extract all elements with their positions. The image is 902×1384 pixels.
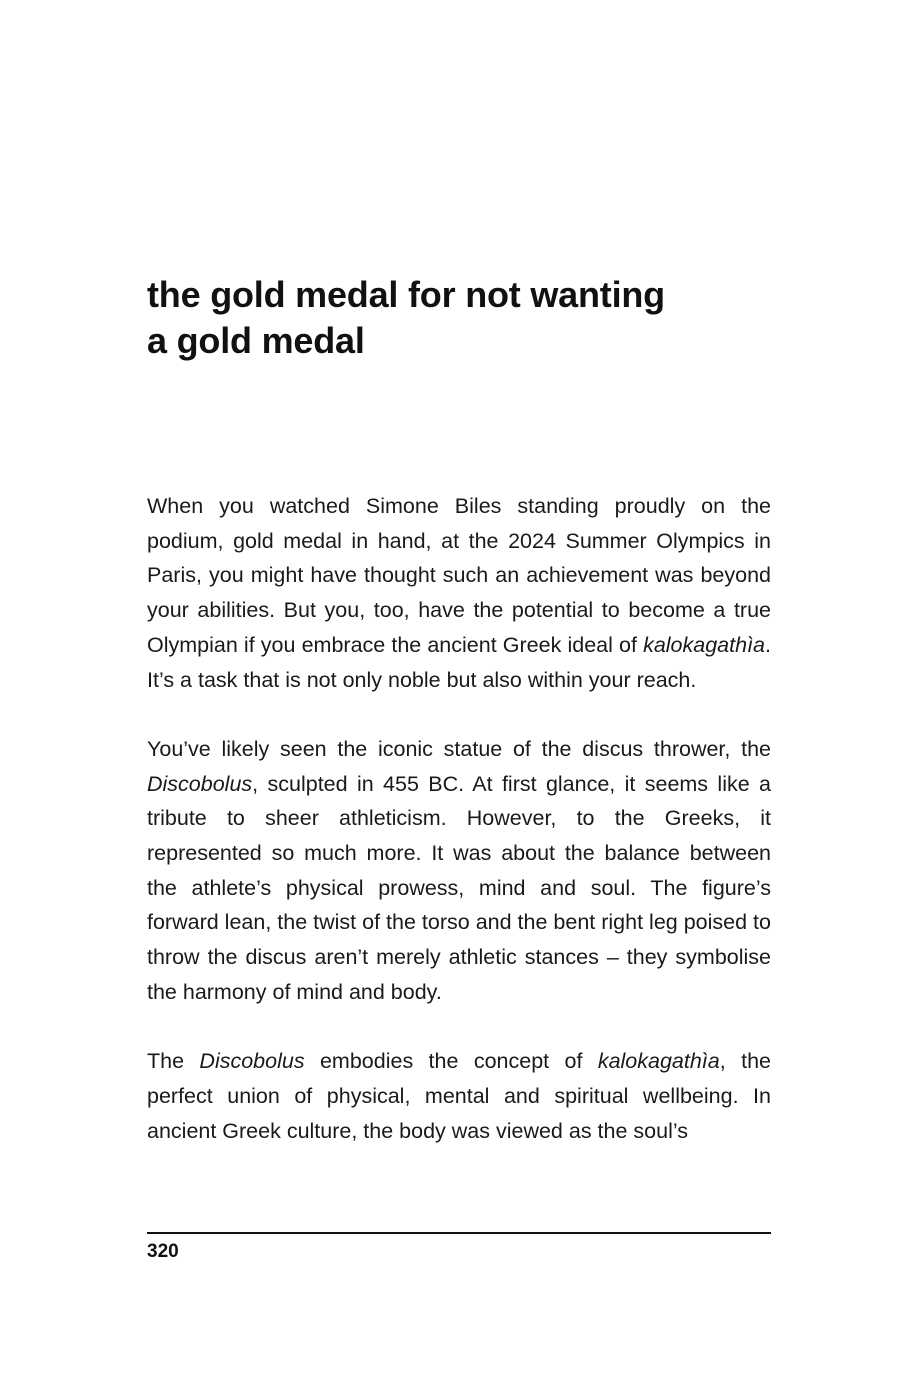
text-run: embodies the concept of: [304, 1049, 598, 1074]
text-run: . It’s a task that is not only noble but also within your reach.: [147, 632, 771, 692]
paragraph-3: [147, 1044, 771, 1148]
italic-text-run: Discobolus: [147, 771, 253, 796]
chapter-title-line-2: a gold medal: [147, 320, 365, 361]
italic-text-run: kalokagathìa: [597, 1049, 720, 1074]
italic-text-run: kalokagathìa: [643, 632, 766, 657]
text-run: The: [147, 1049, 200, 1074]
chapter-title-line-1: the gold medal for not wanting: [147, 274, 665, 315]
text-run: , sculpted in 455 BC. At first glance, it seems like a tribute to sheer athleticism. However, to the Greeks, it represented so much more. It was about the balance between the athlete’s physical prowess, mind and soul. The figure’s forward lean, the twist of the torso and the bent right leg poised to throw the discus aren’t merely athletic stances – they symbolise the harmony of mind and body.: [147, 771, 771, 1004]
footer-rule: [147, 1232, 771, 1234]
text-run: , the perfect union of physical, mental and spiritual wellbeing. In ancient Greek culture, the body was viewed as the soul’s: [147, 1049, 771, 1143]
paragraph-1: [147, 489, 771, 697]
paragraph-2: [147, 732, 771, 1010]
body-text: [147, 489, 771, 1148]
text-run: You’ve likely seen the iconic statue of the discus thrower, the: [147, 736, 771, 761]
italic-text-run: Discobolus: [199, 1049, 305, 1074]
chapter-title: [147, 272, 787, 364]
page-number: 320: [147, 1241, 179, 1262]
text-run: When you watched Simone Biles standing proudly on the podium, gold medal in hand, at the 2024 Summer Olympics in Paris, you might have thought such an achievement was beyond your abilities. But you, too, have the potential to become a true Olympian if you embrace the ancient Greek ideal of: [147, 494, 771, 657]
